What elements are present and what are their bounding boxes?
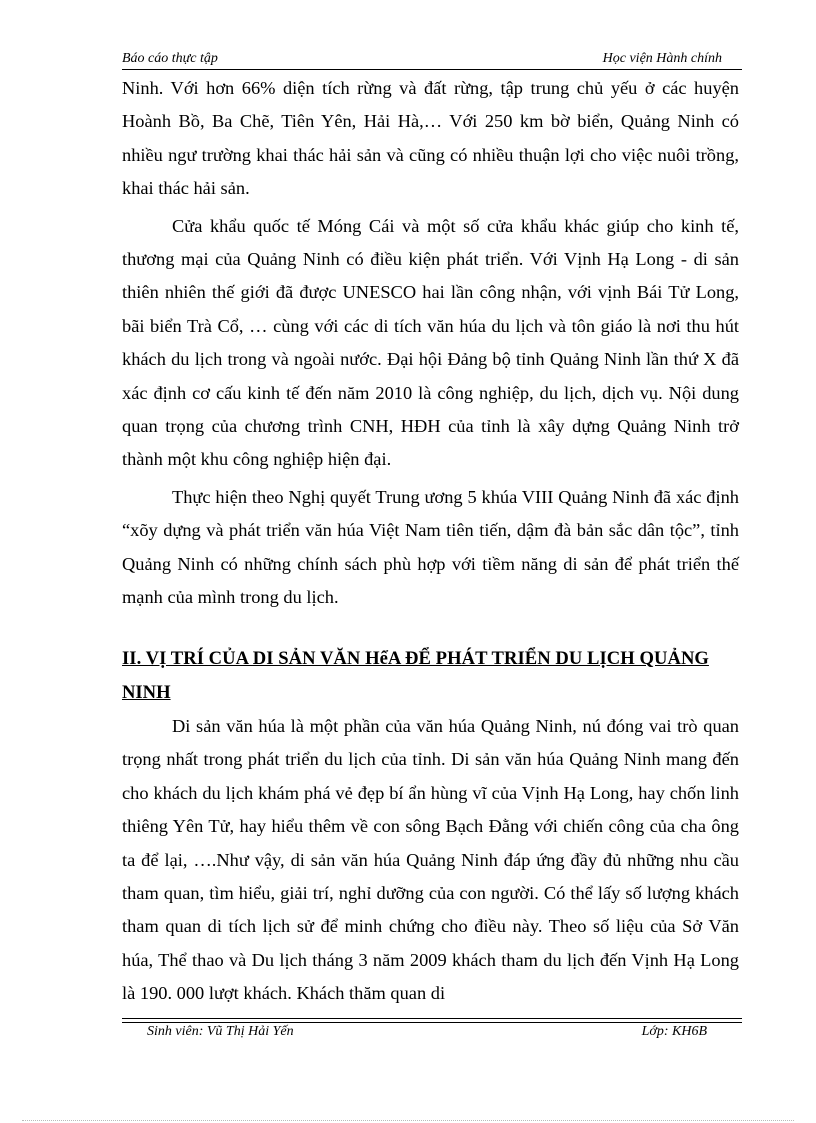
section-body [122,710,739,1011]
paragraph-resolution: Thực hiện theo Nghị quyết Trung ương 5 khúa VIII Quảng Ninh đã xác định “xõy dựng và phát triển văn húa Việt Nam tiên tiến, dậm đà bản sắc dân tộc”, tỉnh Quảng Ninh có những chính sách phù hợp với tiềm năng di sản để phát triển thế mạnh của mình trong du lịch. [122,486,739,608]
section-heading-line2: NINH [122,681,171,703]
section-heading-line1: II. VỊ TRÍ CỦA DI SẢN VĂN HểA ĐỂ PHÁT TRIỂN DU LỊCH QUẢNG [122,648,709,669]
paragraph-continuation: Ninh. Với hơn 66% diện tích rừng và đất rừng, tập trung chủ yếu ở các huyện Hoành Bồ, Ba Chẽ, Tiên Yên, Hải Hà,… Với 250 km bờ biển, Quảng Ninh có nhiều ngư trường khai thác hải sản và cũng có nhiều thuận lợi cho việc nuôi trồng, khai thác hải sản. [122,78,739,199]
section-heading [122,642,742,709]
page-header [122,50,742,70]
footer-student-name: Sinh viên: Vũ Thị Hải Yến [147,1024,294,1039]
header-right-text: Học viện Hành chính [602,51,722,66]
footer-class: Lớp: KH6B [641,1024,707,1039]
header-left-text: Báo cáo thực tập [122,51,218,66]
section-paragraph: Di sản văn húa là một phần của văn húa Quảng Ninh, nú đóng vai trò quan trọng nhất trong phát triển du lịch của tỉnh. Di sản văn húa Quảng Ninh mang đến cho khách du lịch khám phá vẻ đẹp bí ẩn hùng vĩ của Vịnh Hạ Long, hay chốn linh thiêng Yên Tử, hay hiểu thêm về con sông Bạch Đằng với chiến công của cha ông ta để lại, ….Như vậy, di sản văn húa Quảng Ninh đáp ứng đầy đủ những nhu cầu tham quan, tìm hiểu, giải trí, nghỉ dưỡng của con người. Có thể lấy số lượng khách tham quan di tích lịch sử để minh chứng cho điều này. Theo số liệu của Sở Văn húa, Thể thao và Du lịch tháng 3 năm 2009 khách tham du lịch đến Vịnh Hạ Long là 190. 000 lượt khách. Khách thăm quan di [122,716,739,1004]
footer-rule [122,1018,742,1023]
body-text [122,72,739,615]
page-break-line [22,1120,794,1121]
paragraph-border-gates: Cửa khẩu quốc tế Móng Cái và một số cửa khẩu khác giúp cho kinh tế, thương mại của Quảng Ninh có điều kiện phát triển. Với Vịnh Hạ Long - di sản thiên nhiên thế giới đã được UNESCO hai lần công nhận, với vịnh Bái Tử Long, bãi biển Trà Cổ, … cùng với các di tích văn húa du lịch và tôn giáo là nơi thu hút khách du lịch trong và ngoài nước. Đại hội Đảng bộ tỉnh Quảng Ninh lần thứ X đã xác định cơ cấu kinh tế đến năm 2010 là công nghiệp, du lịch, dịch vụ. Nội dung quan trọng của chương trình CNH, HĐH của tỉnh là xây dựng Quảng Ninh trở thành một khu công nghiệp hiện đại. [122,215,739,470]
